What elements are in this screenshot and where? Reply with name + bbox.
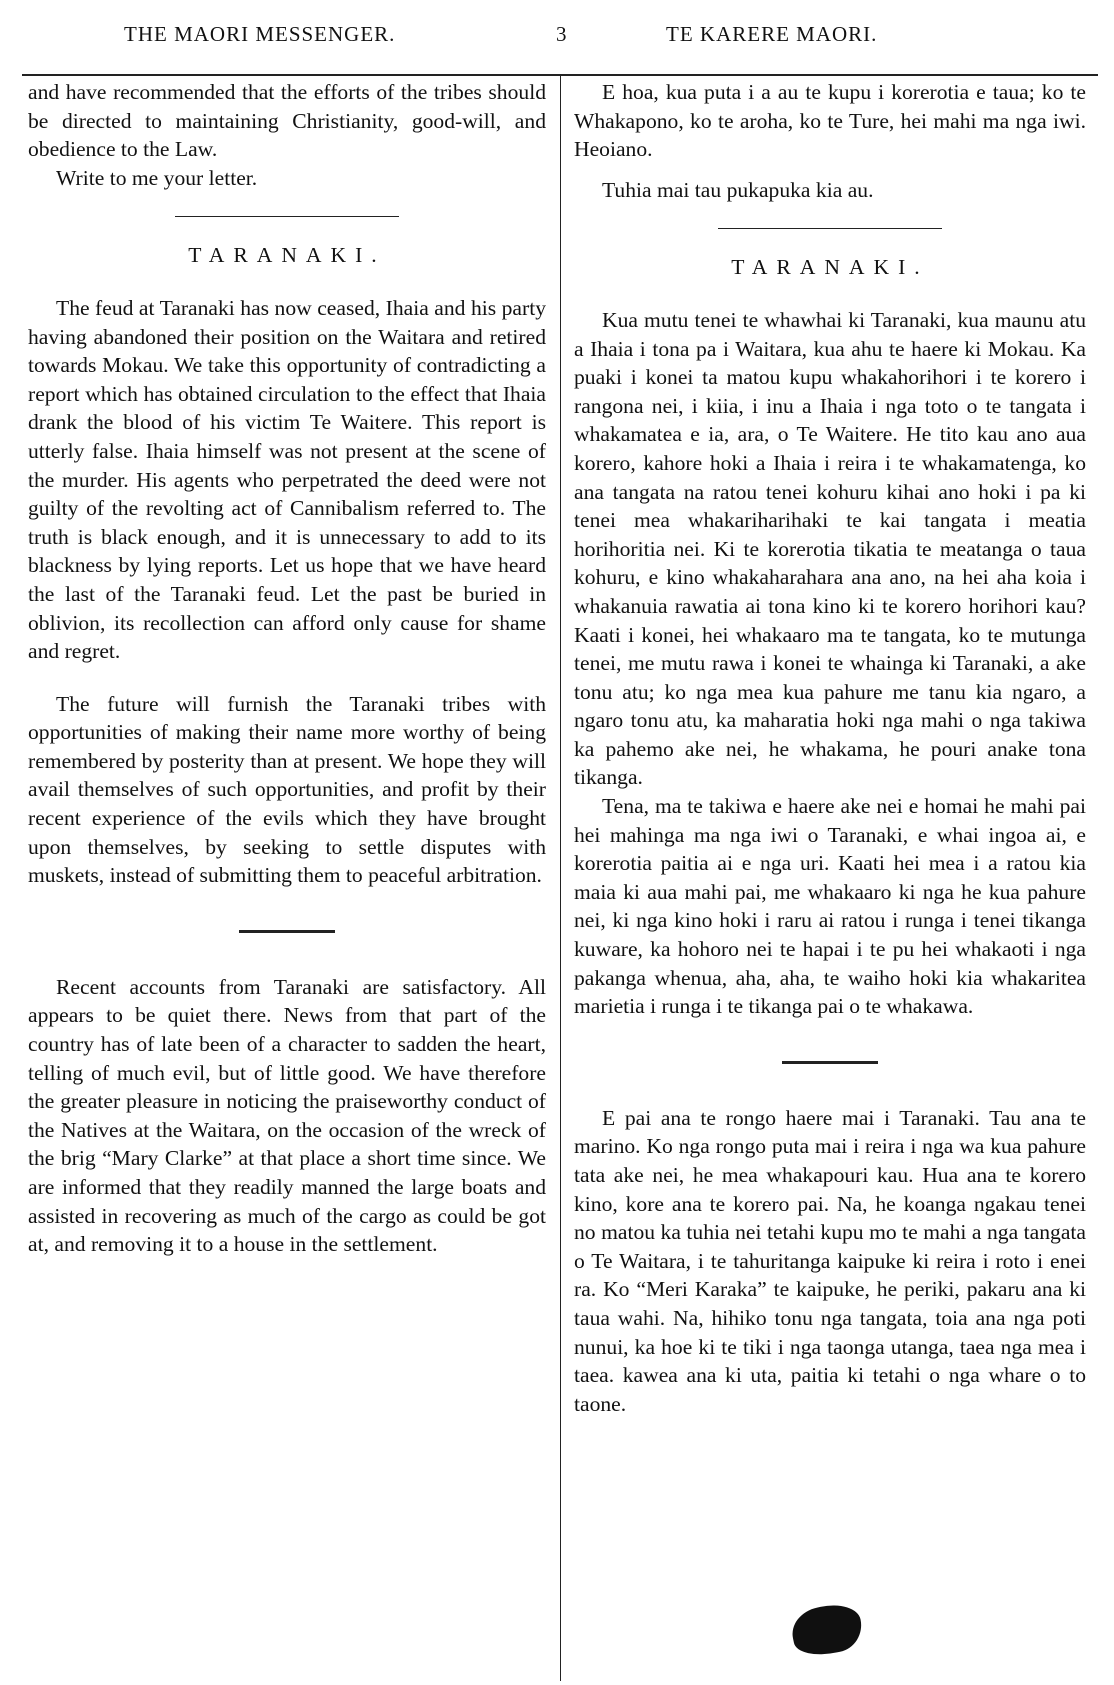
english-paragraph: The feud at Taranaki has now ceased, Ihaia and his party having abandoned their position on the Waitara and retired towards Mokau. We take this opportunity of contradicting a report which has obtained circulation to the effect that Ihaia drank the blood of his victim Te Waitere. This report is utterly false. Ihaia himself was not present at the scene of the murder. His agents who perpetrated the deed were not guilty of the revolting act of Cannibalism referred to. The truth is black enough, and it is unnecessary to add to its blackness by lying reports. Let us hope that we have heard the last of the Taranaki feud. Let the past be buried in oblivion, its recollection can afford only cause for shame and regret. [28, 295, 546, 664]
english-news-paragraph: Recent accounts from Taranaki are satisfactory. All appears to be quiet there. News from that part of the country has of late been of a character to sadden the heart, telling of much evil, but of little good. We have therefore the greater pleasure in noticing the praiseworthy conduct of the Natives at the Waitara, on the occasion of the wreck of the brig “Mary Clarke” at that place a short time since. We are informed that they readily manned the large boats and assisted in recovering as much of the cargo as could be got at, and removing it to a house in the settlement. [28, 974, 546, 1257]
maori-column [574, 78, 1086, 1418]
page-header [0, 8, 1114, 48]
page-number: 3 [556, 22, 568, 46]
english-intro-paragraph: and have recommended that the efforts of the tribes should be directed to maintaining Christianity, good-will, and obedience to the Law. [28, 80, 546, 162]
english-section-title: TARANAKI. [188, 243, 386, 268]
english-intro-closing: Write to me your letter. [56, 165, 258, 190]
english-column [28, 78, 546, 1259]
maori-paragraph: Kua mutu tenei te whawhai ki Taranaki, kua maunu atu a Ihaia i tona pa i Waitara, kua ahu te haere ki Mokau. Ka puaki i konei ta matou kupu whakahorihori i te korero i rangona nei, i kiia, i inu a Ihaia i nga toto o te tangata i whakamatea e ia, ara, o Te Waitere. He tito kau ano aua korero, kahore hoki a Ihaia i reira i te whakamatenga, ko ana tangata na ratou tenei kohuru kihai ano hoki i pa ki tenei mea whakariharihaki te kai tangata i meatia horihoritia nei. Ki te korerotia tikatia te meatanga o taua kohuru, e kino whakaharahara ana ano, na hei aha koia i whakanuia rawatia ai tona kino ki te korero horihori kau? Kaati i konei, hei whakaaro ma te tangata, ko te mutunga tenei, me mutu rawa i konei te whainga ki Taranaki, a ake tonu atu; ko nga mea kua pahure me tanu kia ngaro, a ngaro tonu atu, ka maharatia hoki nga mahi o nga takiwa ka pahemo ake nei, he whakama, he pouri anake tona tikanga. [574, 307, 1086, 790]
maori-intro-paragraph: E hoa, kua puta i a au te kupu i korerotia e taua; ko te Whakapono, ko te aroha, ko te Ture, hei mahi ma nga iwi. Heoiano. [574, 80, 1086, 162]
maori-paragraph: Tena, ma te takiwa e haere ake nei e homai he mahi pai hei mahinga ma nga iwi o Taranaki, e whai ingoa ai, e korerotia paitia ai e nga uri. Kaati hei mea i a ratou kia maia ki aua mahi pai, me whakaaro ki nga he kua pahure nei, ki nga kino hoki i raru ai ratou i runga i tenei tikanga kuware, ka hohoro nei te hapai i te pu hei whakaoti i nga pakanga whenua, aha, aha, te waiho hoki kia whakaritea marietia i runga i te tikanga pai o te whakawa. [574, 794, 1086, 1019]
header-maori-title: TE KARERE MAORI. [666, 22, 878, 46]
column-divider [560, 76, 561, 1681]
maori-intro-closing: Tuhia mai tau pukapuka kia au. [602, 177, 874, 202]
english-paragraph: The future will furnish the Taranaki tribes with opportunities of making their name more worthy of being remembered by posterity than at present. We hope they will avail themselves of such opportunities, and profit by their recent experience of the evils which they have brought upon themselves, by seeking to settle disputes with muskets, instead of submitting them to peaceful arbitration. [28, 691, 546, 888]
header-english-title: THE MAORI MESSENGER. [124, 22, 396, 46]
maori-news-paragraph: E pai ana te rongo haere mai i Taranaki. Tau ana te marino. Ko nga rongo puta mai i reira i nga wa kua pahure tata ake nei, he mea whakapouri kau. Hua ana te korero kino, kore ana te korero pai. Na, he koanga ngakau tenei no matou ka tuhia nei tetahi kupu mo te mahi a nga tangata o Te Waitara, i te tahuritanga kaipuke ki reira i roto i enei ra. Ko “Meri Karaka” te kaipuke, he periki, pakaru ana ki taua wahi. Na, hihiko tonu nga tangata, toia ana nga poti nunui, ka hoe ki te tiki i nga taonga utanga, taea nga mea i taea. kawea ana ki uta, paitia ki tetahi o nga whare o to taone. [574, 1105, 1086, 1416]
ink-blot [788, 1599, 866, 1661]
maori-section-title: TARANAKI. [731, 255, 929, 280]
